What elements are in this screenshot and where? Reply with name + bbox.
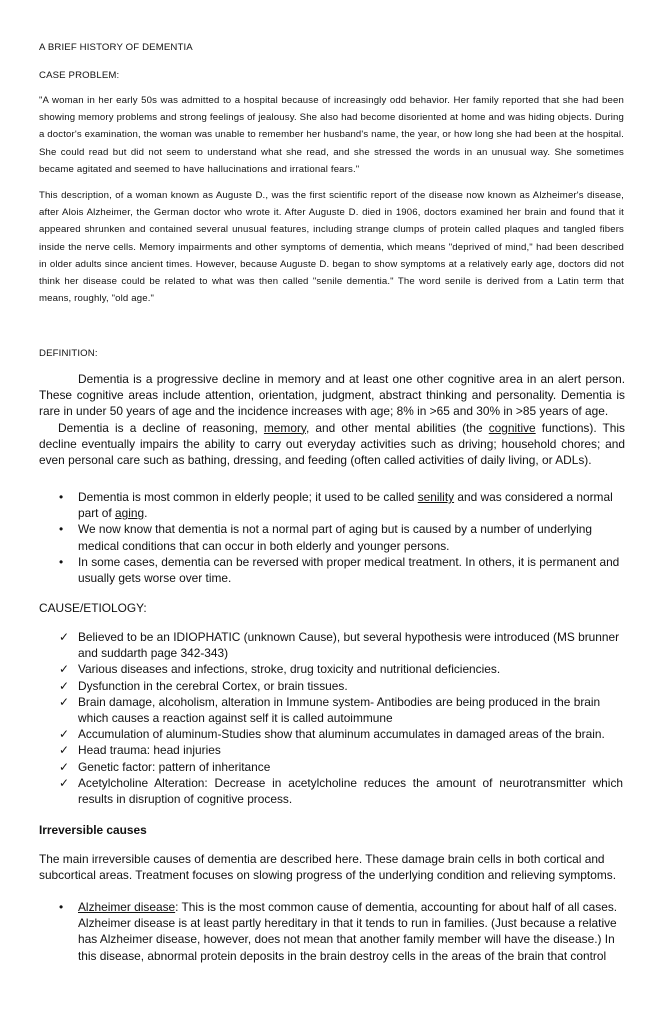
cause-item [0, 726, 663, 742]
check-icon: ✓ [59, 727, 69, 742]
aging-link[interactable]: aging [115, 506, 145, 521]
definition-p2-text-a: Dementia is a decline of reasoning, [58, 420, 264, 435]
cause-text: Believed to be an IDIOPHATIC (unknown Cause), but several hypothesis were introduced (MS brunner and suddarth page 342-343) [78, 630, 620, 661]
irreversible-causes-heading: Irreversible causes [39, 823, 147, 837]
cause-text: Various diseases and infections, stroke, drug toxicity and nutritional deficiencies. [78, 662, 501, 677]
bullet-marker: • [59, 900, 64, 914]
cause-item [0, 742, 663, 758]
list-item [0, 554, 663, 586]
memory-link[interactable]: memory [263, 420, 306, 435]
definition-bullet-list [0, 489, 663, 586]
alzheimer-text: : This is the most common cause of dementia, accounting for about half of all cases. Alzheimer disease is at least partly hereditary in that it tends to run in families. (Just because a relative has Alzheimer disease, however, does not mean that another family member will have the disease.) In this disease, abnormal protein deposits in the brain destroy cells in the areas of the brain that control [78, 900, 618, 963]
definition-p2-text-b: , and other mental abilities (the [305, 420, 489, 435]
definition-section [39, 371, 625, 468]
definition-paragraph-1: Dementia is a progressive decline in memory and at least one other cognitive area in an alert person. These cognitive areas include attention, orientation, judgment, abstract thinking and personality. Dementia is rare in under 50 years of age and the incidence increases with age; 8% in >65 and 30% in >85 years of age. [39, 372, 625, 419]
check-icon: ✓ [59, 694, 69, 709]
check-icon: ✓ [59, 662, 69, 677]
definition-p2-text-c: functions). This decline eventually impairs the ability to carry out everyday activities such as driving; household chores; and even personal care such as bathing, dressing, and feeding (often called activities of daily living, or ADLs). [39, 420, 626, 468]
cause-text: Brain damage, alcoholism, alteration in Immune system- Antibodies are being produced in the brain which causes a reaction against self it is called autoimmune [78, 694, 601, 726]
cause-text: Genetic factor: pattern of inheritance [78, 759, 271, 774]
bullet-1-text-b: and was considered a normal part of [78, 490, 613, 521]
document-title: A BRIEF HISTORY OF DEMENTIA [39, 42, 193, 53]
cause-text: Accumulation of aluminum-Studies show that aluminum accumulates in damaged areas of the brain. [78, 727, 605, 742]
bullet-marker: • [59, 490, 64, 504]
list-item [0, 521, 663, 553]
cause-text: Acetylcholine Alteration: Decrease in acetylcholine reduces the amount of neurotransmitter which results in disruption of cognitive process. [78, 775, 623, 807]
case-problem-label: CASE PROBLEM: [39, 70, 120, 81]
list-item [0, 489, 663, 521]
senility-link[interactable]: senility [417, 490, 455, 504]
bullet-marker: • [59, 554, 64, 569]
check-icon: ✓ [59, 678, 69, 693]
check-icon: ✓ [59, 743, 69, 758]
bullet-1-text-a: Dementia is most common in elderly people; it used to be called [78, 490, 418, 504]
cause-check-list [0, 629, 663, 807]
cause-item [0, 694, 663, 726]
cause-text: Head trauma: head injuries [78, 743, 221, 758]
definition-label: DEFINITION: [39, 348, 98, 359]
bullet-3-text: In some cases, dementia can be reversed with proper medical treatment. In others, it is permanent and usually gets worse over time. [78, 554, 620, 586]
cause-item [0, 759, 663, 775]
cause-item [0, 629, 663, 661]
bullet-2-text: We now know that dementia is not a normal part of aging but is caused by a number of underlying medical conditions that can occur in both elderly and younger persons. [78, 522, 593, 553]
bullet-marker: • [59, 522, 64, 537]
cause-item [0, 678, 663, 694]
check-icon: ✓ [59, 775, 69, 790]
bullet-1-text-c: . [144, 506, 148, 521]
cause-item [0, 661, 663, 677]
list-item [0, 899, 663, 964]
cause-item [0, 775, 663, 807]
irreversible-causes-list [0, 899, 663, 964]
alzheimer-disease-link[interactable]: Alzheimer disease [78, 900, 176, 914]
cognitive-link[interactable]: cognitive [488, 420, 536, 435]
history-paragraph: This description, of a woman known as Auguste D., was the first scientific report of the disease now known as Alzheimer's disease, after Alois Alzheimer, the German doctor who wrote it. After Auguste D. died in 1906, doctors examined her brain and found that it appeared shrunken and contained several unusual features, including strange clumps of protein called plaques and tangled fibers inside the nerve cells. Memory impairments and other symptoms of dementia, which means "deprived of mind," had been described in older adults since ancient times. However, because Auguste D. began to show symptoms at a relatively early age, doctors did not think her disease could be related to what was then called "senile dementia." The word senile is derived from a Latin term that means, roughly, "old age." [39, 190, 624, 305]
check-icon: ✓ [59, 759, 69, 774]
definition-paragraph-2 [39, 420, 625, 469]
check-icon: ✓ [59, 630, 69, 644]
cause-text: Dysfunction in the cerebral Cortex, or brain tissues. [78, 678, 348, 693]
cause-etiology-label: CAUSE/ETIOLOGY: [39, 601, 147, 615]
irreversible-causes-intro: The main irreversible causes of dementia are described here. These damage brain cells in both cortical and subcortical areas. Treatment focuses on slowing progress of the underlying condition and relieving symptoms. [39, 852, 616, 883]
case-quote-paragraph: "A woman in her early 50s was admitted to a hospital because of increasingly odd behavior. Her family reported that she had been showing memory problems and strong feelings of jealousy. She also had become disoriented at home and was hiding objects. During a doctor's examination, the woman was unable to remember her husband's name, the year, or how long she had been at the hospital. She could read but did not seem to understand what she read, and she stressed the words in an unusual way. She sometimes became agitated and seemed to have hallucinations and irrational fears." [39, 95, 624, 175]
